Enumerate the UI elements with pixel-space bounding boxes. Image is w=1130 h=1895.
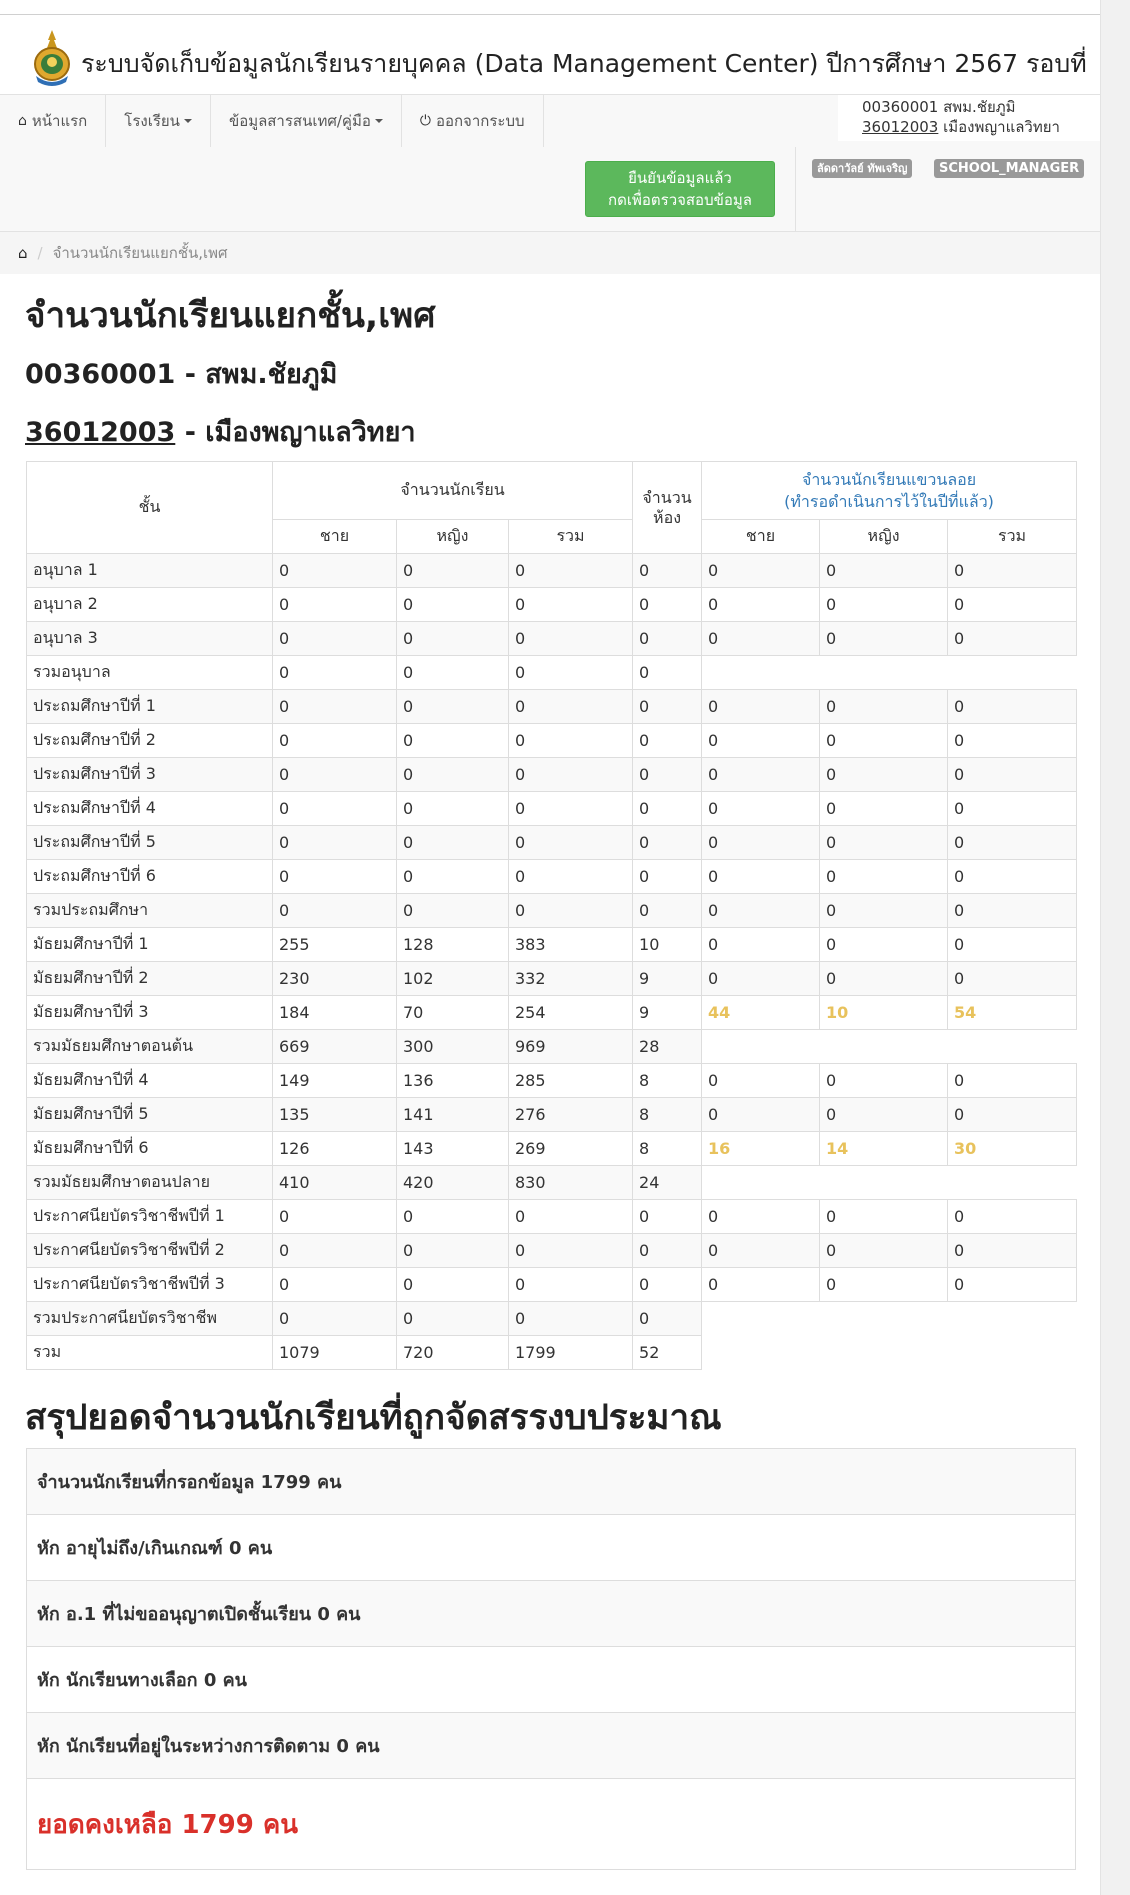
table-cell: 0	[509, 588, 633, 622]
table-row	[27, 690, 1077, 724]
table-cell: 126	[273, 1132, 397, 1166]
row-label: มัธยมศึกษาปีที่ 5	[27, 1098, 273, 1132]
table-cell: 0	[633, 554, 702, 588]
table-row	[27, 622, 1077, 656]
table-cell: 254	[509, 996, 633, 1030]
summary-item: หัก อายุไม่ถึง/เกินเกณฑ์ 0 คน	[27, 1515, 1075, 1581]
table-cell: 830	[509, 1166, 633, 1200]
table-cell: 0	[509, 1234, 633, 1268]
table-cell: 0	[273, 1200, 397, 1234]
breadcrumb	[0, 232, 1100, 274]
breadcrumb-separator: /	[37, 244, 43, 262]
table-cell: 0	[397, 826, 509, 860]
table-cell: 0	[820, 1268, 948, 1302]
table-cell: 0	[702, 1268, 820, 1302]
table-row	[27, 962, 1077, 996]
user-school	[862, 117, 1100, 137]
header-pending-total: รวม	[948, 520, 1077, 554]
table-cell: 10	[633, 928, 702, 962]
school-code-heading-link[interactable]: 36012003	[25, 417, 176, 448]
row-label: ประถมศึกษาปีที่ 3	[27, 758, 273, 792]
home-icon: ⌂	[18, 113, 27, 129]
table-cell: 0	[948, 860, 1077, 894]
row-label: ประกาศนียบัตรวิชาชีพปีที่ 1	[27, 1200, 273, 1234]
table-row	[27, 1030, 1077, 1064]
table-cell: 0	[397, 724, 509, 758]
table-cell: 0	[820, 826, 948, 860]
summary-item: หัก นักเรียนที่อยู่ในระหว่างการติดตาม 0 คน	[27, 1713, 1075, 1779]
empty-cell	[820, 1336, 948, 1370]
table-cell: 0	[397, 860, 509, 894]
table-cell: 128	[397, 928, 509, 962]
nav-menu	[0, 95, 544, 147]
table-cell: 0	[948, 1268, 1077, 1302]
site-header	[0, 22, 1100, 94]
table-cell: 720	[397, 1336, 509, 1370]
empty-cell	[948, 1336, 1077, 1370]
row-label: อนุบาล 1	[27, 554, 273, 588]
table-cell: 0	[509, 1268, 633, 1302]
row-label: รวมประถมศึกษา	[27, 894, 273, 928]
header-pending-female: หญิง	[820, 520, 948, 554]
header-pending-line1: จำนวนนักเรียนแขวนลอย	[801, 469, 977, 489]
row-label: มัธยมศึกษาปีที่ 3	[27, 996, 273, 1030]
table-cell: 141	[397, 1098, 509, 1132]
power-icon: ⏻	[419, 113, 431, 129]
row-label: รวมประกาศนียบัตรวิชาชีพ	[27, 1302, 273, 1336]
table-cell: 0	[820, 554, 948, 588]
table-cell: 0	[948, 1200, 1077, 1234]
empty-cell	[702, 1302, 820, 1336]
students-table	[26, 461, 1077, 1370]
table-cell: 0	[273, 554, 397, 588]
area-code: 00360001	[862, 98, 939, 116]
table-cell: 30	[948, 1132, 1077, 1166]
empty-cell	[820, 656, 948, 690]
table-cell: 269	[509, 1132, 633, 1166]
breadcrumb-home-icon[interactable]: ⌂	[18, 244, 28, 262]
confirm-button-line1: ยืนยันข้อมูลแล้ว	[628, 169, 732, 187]
table-cell: 9	[633, 962, 702, 996]
nav-info-dropdown[interactable]	[211, 95, 402, 147]
empty-cell	[820, 1302, 948, 1336]
table-cell: 332	[509, 962, 633, 996]
table-cell: 0	[633, 724, 702, 758]
table-cell: 0	[633, 860, 702, 894]
table-row	[27, 928, 1077, 962]
row-label: อนุบาล 3	[27, 622, 273, 656]
table-cell: 0	[948, 826, 1077, 860]
table-cell: 0	[820, 724, 948, 758]
empty-cell	[702, 1336, 820, 1370]
table-cell: 28	[633, 1030, 702, 1064]
table-cell: 0	[509, 622, 633, 656]
table-cell: 0	[948, 758, 1077, 792]
table-cell: 0	[273, 1302, 397, 1336]
confirm-data-button[interactable]	[585, 161, 775, 217]
header-pending	[702, 462, 1077, 520]
table-cell: 0	[820, 860, 948, 894]
row-label: ประถมศึกษาปีที่ 5	[27, 826, 273, 860]
school-heading	[25, 410, 416, 453]
nav-info-label: ข้อมูลสารสนเทศ/คู่มือ	[228, 112, 371, 130]
table-cell: 0	[820, 690, 948, 724]
table-cell: 255	[273, 928, 397, 962]
empty-cell	[702, 1030, 820, 1064]
table-cell: 0	[397, 656, 509, 690]
area-heading: 00360001 - สพม.ชัยภูมิ	[25, 359, 338, 390]
table-cell: 184	[273, 996, 397, 1030]
table-cell: 300	[397, 1030, 509, 1064]
table-cell: 0	[820, 962, 948, 996]
table-cell: 0	[633, 894, 702, 928]
table-cell: 285	[509, 1064, 633, 1098]
nav-logout-label: ออกจากระบบ	[435, 112, 525, 130]
breadcrumb-current: จำนวนนักเรียนแยกชั้น,เพศ	[52, 244, 228, 262]
table-cell: 136	[397, 1064, 509, 1098]
table-cell: 1079	[273, 1336, 397, 1370]
row-label: รวม	[27, 1336, 273, 1370]
table-cell: 0	[820, 622, 948, 656]
empty-cell	[948, 1030, 1077, 1064]
table-cell: 0	[948, 554, 1077, 588]
summary-item: จำนวนนักเรียนที่กรอกข้อมูล 1799 คน	[27, 1449, 1075, 1515]
header-rooms	[633, 462, 702, 554]
table-cell: 0	[509, 894, 633, 928]
table-cell: 149	[273, 1064, 397, 1098]
table-cell: 0	[273, 656, 397, 690]
table-cell: 0	[273, 724, 397, 758]
table-cell: 0	[702, 554, 820, 588]
ministry-emblem-logo[interactable]	[30, 28, 74, 86]
table-cell: 420	[397, 1166, 509, 1200]
empty-cell	[948, 1166, 1077, 1200]
table-cell: 0	[633, 758, 702, 792]
table-row	[27, 1234, 1077, 1268]
table-header	[27, 462, 1077, 554]
table-cell: 0	[397, 554, 509, 588]
table-cell: 0	[702, 826, 820, 860]
table-cell: 1799	[509, 1336, 633, 1370]
table-cell: 669	[273, 1030, 397, 1064]
summary-title: สรุปยอดจำนวนนักเรียนที่ถูกจัดสรรงบประมาณ	[25, 1398, 722, 1438]
header-total: รวม	[509, 520, 633, 554]
empty-cell	[948, 1302, 1077, 1336]
table-cell: 0	[397, 1268, 509, 1302]
row-label: ประถมศึกษาปีที่ 6	[27, 860, 273, 894]
table-cell: 0	[633, 792, 702, 826]
table-cell: 410	[273, 1166, 397, 1200]
table-cell: 0	[702, 928, 820, 962]
table-row	[27, 1200, 1077, 1234]
table-cell: 8	[633, 1098, 702, 1132]
summary-item: หัก นักเรียนทางเลือก 0 คน	[27, 1647, 1075, 1713]
table-cell: 102	[397, 962, 509, 996]
table-cell: 0	[397, 622, 509, 656]
table-cell: 0	[948, 894, 1077, 928]
table-row	[27, 1166, 1077, 1200]
table-cell: 0	[509, 690, 633, 724]
table-cell: 0	[633, 826, 702, 860]
table-cell: 0	[273, 622, 397, 656]
table-cell: 0	[820, 894, 948, 928]
table-cell: 24	[633, 1166, 702, 1200]
table-cell: 52	[633, 1336, 702, 1370]
table-cell: 230	[273, 962, 397, 996]
table-cell: 0	[633, 690, 702, 724]
row-label: ประถมศึกษาปีที่ 1	[27, 690, 273, 724]
header-rooms-line1: จำนวน	[642, 487, 692, 507]
nav-school-dropdown[interactable]	[106, 95, 211, 147]
table-cell: 0	[273, 588, 397, 622]
table-cell: 0	[948, 792, 1077, 826]
school-name: เมืองพญาแลวิทยา	[938, 118, 1060, 136]
table-cell: 0	[702, 758, 820, 792]
header-female: หญิง	[397, 520, 509, 554]
table-cell: 0	[633, 1268, 702, 1302]
empty-cell	[820, 1030, 948, 1064]
table-cell: 0	[948, 622, 1077, 656]
navbar	[0, 94, 1100, 232]
table-cell: 0	[948, 690, 1077, 724]
row-label: ประกาศนียบัตรวิชาชีพปีที่ 2	[27, 1234, 273, 1268]
header-male: ชาย	[273, 520, 397, 554]
table-cell: 0	[820, 1234, 948, 1268]
table-cell: 0	[397, 758, 509, 792]
table-cell: 0	[820, 928, 948, 962]
table-cell: 383	[509, 928, 633, 962]
school-code-link[interactable]: 36012003	[862, 118, 939, 136]
row-label: ประกาศนียบัตรวิชาชีพปีที่ 3	[27, 1268, 273, 1302]
header-rooms-line2: ห้อง	[653, 507, 682, 527]
site-title: ระบบจัดเก็บข้อมูลนักเรียนรายบุคคล (Data Management Center) ปีการศึกษา 2567 รอบที่	[81, 49, 1087, 78]
table-cell: 0	[509, 1302, 633, 1336]
row-label: ประถมศึกษาปีที่ 4	[27, 792, 273, 826]
table-cell: 0	[948, 1098, 1077, 1132]
table-cell: 54	[948, 996, 1077, 1030]
table-cell: 0	[397, 1200, 509, 1234]
table-cell: 143	[397, 1132, 509, 1166]
table-cell: 0	[633, 656, 702, 690]
table-row	[27, 1132, 1077, 1166]
table-cell: 0	[509, 826, 633, 860]
table-row	[27, 724, 1077, 758]
table-cell: 0	[702, 1200, 820, 1234]
caret-down-icon	[375, 119, 383, 123]
table-row	[27, 588, 1077, 622]
table-cell: 0	[509, 1200, 633, 1234]
table-cell: 8	[633, 1132, 702, 1166]
table-cell: 0	[397, 1234, 509, 1268]
user-name-badge: ลัดดาวัลย์ ทัพเจริญ	[812, 159, 912, 178]
table-row	[27, 1336, 1077, 1370]
row-label: มัธยมศึกษาปีที่ 6	[27, 1132, 273, 1166]
table-row	[27, 1064, 1077, 1098]
row-label: รวมมัธยมศึกษาตอนต้น	[27, 1030, 273, 1064]
table-cell: 44	[702, 996, 820, 1030]
table-cell: 0	[509, 554, 633, 588]
table-cell: 0	[273, 1234, 397, 1268]
header-level: ชั้น	[27, 462, 273, 554]
table-cell: 0	[820, 1064, 948, 1098]
summary-list	[26, 1448, 1076, 1870]
table-cell: 0	[509, 860, 633, 894]
table-cell: 0	[820, 792, 948, 826]
summary-balance: ยอดคงเหลือ 1799 คน	[27, 1779, 1075, 1869]
nav-home-label: หน้าแรก	[31, 112, 88, 130]
header-pending-line2: (ทำรอดำเนินการไว้ในปีที่แล้ว)	[784, 491, 994, 511]
row-label: มัธยมศึกษาปีที่ 2	[27, 962, 273, 996]
table-row	[27, 1268, 1077, 1302]
row-label: ประถมศึกษาปีที่ 2	[27, 724, 273, 758]
table-row	[27, 758, 1077, 792]
nav-home[interactable]	[0, 95, 106, 147]
empty-cell	[820, 1166, 948, 1200]
role-badge: SCHOOL_MANAGER	[934, 159, 1084, 178]
row-label: รวมอนุบาล	[27, 656, 273, 690]
header-pending-male: ชาย	[702, 520, 820, 554]
table-row	[27, 554, 1077, 588]
row-label: มัธยมศึกษาปีที่ 4	[27, 1064, 273, 1098]
table-cell: 0	[702, 1064, 820, 1098]
table-cell: 0	[702, 690, 820, 724]
caret-down-icon	[184, 119, 192, 123]
table-cell: 0	[397, 1302, 509, 1336]
table-cell: 0	[509, 758, 633, 792]
confirm-button-line2: กดเพื่อตรวจสอบข้อมูล	[608, 191, 752, 209]
scrollbar[interactable]	[1100, 0, 1130, 1895]
table-row	[27, 860, 1077, 894]
row-label: อนุบาล 2	[27, 588, 273, 622]
table-cell: 0	[948, 962, 1077, 996]
table-cell: 0	[702, 894, 820, 928]
top-divider	[0, 14, 1100, 15]
header-students: จำนวนนักเรียน	[273, 462, 633, 520]
table-cell: 14	[820, 1132, 948, 1166]
table-cell: 0	[273, 826, 397, 860]
table-cell: 0	[633, 622, 702, 656]
table-row	[27, 996, 1077, 1030]
table-cell: 135	[273, 1098, 397, 1132]
row-label: รวมมัธยมศึกษาตอนปลาย	[27, 1166, 273, 1200]
table-cell: 10	[820, 996, 948, 1030]
table-cell: 0	[397, 588, 509, 622]
user-info	[838, 95, 1100, 141]
nav-school-label: โรงเรียน	[124, 112, 180, 130]
table-cell: 8	[633, 1064, 702, 1098]
table-row	[27, 656, 1077, 690]
table-row	[27, 894, 1077, 928]
table-cell: 0	[633, 1200, 702, 1234]
table-row	[27, 1098, 1077, 1132]
table-cell: 0	[273, 792, 397, 826]
table-cell: 0	[397, 792, 509, 826]
table-cell: 0	[820, 1200, 948, 1234]
table-cell: 0	[509, 656, 633, 690]
table-cell: 0	[702, 1098, 820, 1132]
table-cell: 0	[702, 962, 820, 996]
summary-item: หัก อ.1 ที่ไม่ขออนุญาตเปิดชั้นเรียน 0 คน	[27, 1581, 1075, 1647]
page-title: จำนวนนักเรียนแยกชั้น,เพศ	[25, 296, 436, 336]
table-cell: 0	[702, 622, 820, 656]
table-cell: 969	[509, 1030, 633, 1064]
table-cell: 16	[702, 1132, 820, 1166]
table-cell: 0	[948, 1064, 1077, 1098]
table-cell: 0	[702, 588, 820, 622]
table-row	[27, 826, 1077, 860]
table-cell: 0	[702, 724, 820, 758]
table-cell: 0	[702, 792, 820, 826]
table-cell: 0	[273, 1268, 397, 1302]
table-cell: 0	[633, 588, 702, 622]
table-cell: 0	[820, 588, 948, 622]
table-cell: 0	[509, 792, 633, 826]
table-cell: 0	[397, 894, 509, 928]
table-row	[27, 1302, 1077, 1336]
table-cell: 0	[633, 1234, 702, 1268]
user-area	[862, 97, 1100, 117]
row-label: มัธยมศึกษาปีที่ 1	[27, 928, 273, 962]
navbar-divider	[795, 147, 796, 233]
table-row	[27, 792, 1077, 826]
table-cell: 0	[273, 860, 397, 894]
table-cell: 0	[702, 1234, 820, 1268]
nav-logout[interactable]	[402, 95, 544, 147]
table-cell: 70	[397, 996, 509, 1030]
table-cell: 0	[948, 724, 1077, 758]
table-cell: 0	[397, 690, 509, 724]
table-cell: 0	[702, 860, 820, 894]
table-cell: 0	[273, 758, 397, 792]
empty-cell	[948, 656, 1077, 690]
table-cell: 0	[509, 724, 633, 758]
empty-cell	[702, 656, 820, 690]
table-cell: 0	[633, 1302, 702, 1336]
table-cell: 0	[948, 1234, 1077, 1268]
table-cell: 0	[273, 894, 397, 928]
area-name: สพม.ชัยภูมิ	[938, 98, 1016, 116]
table-cell: 276	[509, 1098, 633, 1132]
table-cell: 0	[820, 1098, 948, 1132]
table-cell: 0	[948, 588, 1077, 622]
table-cell: 9	[633, 996, 702, 1030]
school-name-heading: - เมืองพญาแลวิทยา	[175, 417, 416, 448]
table-cell: 0	[948, 928, 1077, 962]
table-body	[27, 554, 1077, 1370]
table-cell: 0	[820, 758, 948, 792]
empty-cell	[702, 1166, 820, 1200]
table-cell: 0	[273, 690, 397, 724]
